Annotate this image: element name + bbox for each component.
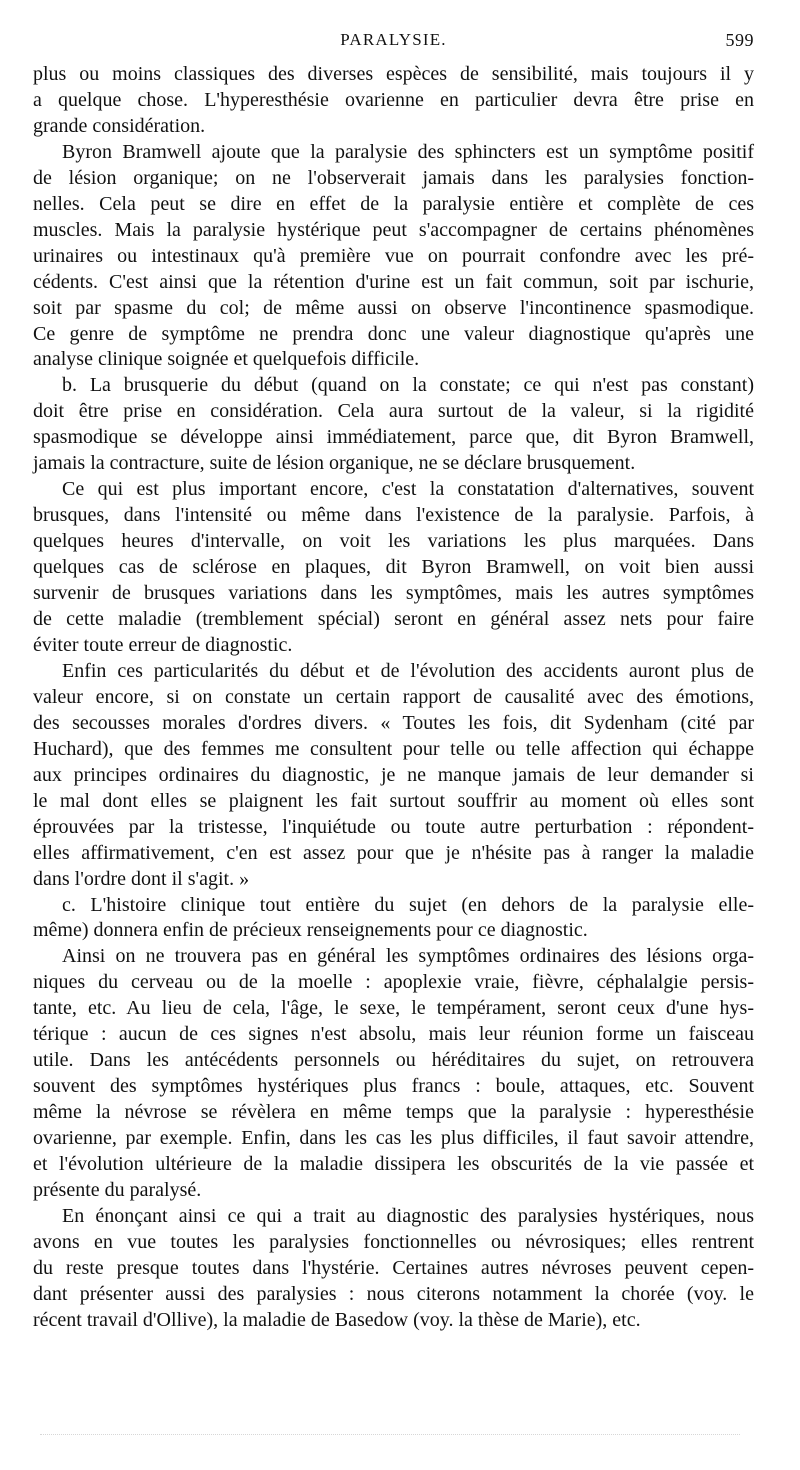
text-line: elles affirmativement, c'en est assez pour que je n'hésite pas à ranger la maladie [33, 841, 754, 864]
text-line: b. La brusquerie du début (quand on la constate; ce qui n'est pas constant) [62, 374, 754, 397]
text-line: dans l'ordre dont il s'agit. » [33, 867, 250, 890]
text-line: survenir de brusques variations dans les symptômes, mais les autres symptômes [33, 582, 754, 605]
paragraph [33, 373, 754, 477]
text-line: aux principes ordinaires du diagnostic, je ne manque jamais de leur demander si [33, 763, 754, 786]
text-line: térique : aucun de ces signes n'est absolu, mais leur réunion forme un faisceau [33, 1023, 754, 1046]
paragraph [33, 477, 754, 659]
paragraph [33, 62, 754, 140]
text-line: spasmodique se développe ainsi immédiatement, parce que, dit Byron Bramwell, [33, 426, 754, 449]
text-line: tante, etc. Au lieu de cela, l'âge, le sexe, le tempérament, seront ceux d'une hys- [33, 997, 754, 1020]
text-line: jamais la contracture, suite de lésion organique, ne se déclare brusquement. [33, 452, 636, 475]
text-line: c. L'histoire clinique tout entière du sujet (en dehors de la paralysie elle- [62, 893, 754, 916]
page-number: 599 [725, 30, 754, 50]
text-line: Byron Bramwell ajoute que la paralysie des sphincters est un symptôme positif [62, 140, 754, 163]
text-line: a quelque chose. L'hyperesthésie ovarienne en particulier devra être prise en [33, 88, 754, 111]
text-line: quelques cas de sclérose en plaques, dit Byron Bramwell, on voit bien aussi [33, 556, 754, 579]
text-line: muscles. Mais la paralysie hystérique peut s'accompagner de certains phénomènes [33, 218, 754, 241]
text-line: souvent des symptômes hystériques plus francs : boule, attaques, etc. Souvent [33, 1075, 754, 1098]
text-line: des secousses morales d'ordres divers. « Toutes les fois, dit Sydenham (cité par [33, 711, 754, 734]
text-line: Ce qui est plus important encore, c'est la constatation d'alternatives, souvent [62, 478, 754, 501]
paragraph [33, 944, 754, 1204]
text-line: Ainsi on ne trouvera pas en général les symptômes ordinaires des lésions orga- [62, 945, 754, 968]
running-head [33, 30, 754, 56]
running-head-title: PARALYSIE. [340, 30, 447, 49]
text-line: Enfin ces particularités du début et de l'évolution des accidents auront plus de [62, 659, 754, 682]
text-line: quelques heures d'intervalle, on voit les variations les plus marquées. Dans [33, 530, 754, 553]
text-line: doit être prise en considération. Cela aura surtout de la valeur, si la rigidité [33, 400, 754, 423]
text-line: avons en vue toutes les paralysies fonctionnelles ou névrosiques; elles rentrent [33, 1230, 754, 1253]
text-line: urinaires ou intestinaux qu'à première vue on pourrait confondre avec les pré- [33, 244, 754, 267]
text-line: cédents. C'est ainsi que la rétention d'urine est un fait commun, soit par ischurie, [33, 270, 754, 293]
text-line: récent travail d'Ollive), la maladie de Basedow (voy. la thèse de Marie), etc. [33, 1308, 641, 1331]
text-line: de cette maladie (tremblement spécial) seront en général assez nets pour faire [33, 608, 754, 631]
text-line: grande considération. [33, 114, 206, 137]
text-line: ovarienne, par exemple. Enfin, dans les cas les plus difficiles, il faut savoir attendre, [33, 1127, 754, 1150]
text-line: le mal dont elles se plaignent les fait surtout souffrir au moment où elles sont [33, 789, 754, 812]
text-line: dant présenter aussi des paralysies : nous citerons notamment la chorée (voy. le [33, 1282, 754, 1305]
text-line: du reste presque toutes dans l'hystérie. Certaines autres névroses peuvent cepen- [33, 1256, 754, 1279]
text-line: Huchard), que des femmes me consultent pour telle ou telle affection qui échappe [33, 737, 754, 760]
paragraph [33, 659, 754, 893]
footer-rule [40, 1434, 740, 1438]
text-line: brusques, dans l'intensité ou même dans l'existence de la paralysie. Parfois, à [33, 504, 754, 527]
text-line: éviter toute erreur de diagnostic. [33, 633, 293, 656]
text-line: valeur encore, si on constate un certain rapport de causalité avec des émotions, [33, 685, 754, 708]
text-line: présente du paralysé. [33, 1178, 202, 1201]
paragraph [33, 1204, 754, 1334]
text-line: niques du cerveau ou de la moelle : apoplexie vraie, fièvre, céphalalgie persis- [33, 971, 754, 994]
text-line: même) donnera enfin de précieux renseignements pour ce diagnostic. [33, 919, 588, 942]
text-line: nelles. Cela peut se dire en effet de la paralysie entière et complète de ces [33, 192, 754, 215]
text-line: utile. Dans les antécédents personnels ou héréditaires du sujet, on retrouvera [33, 1049, 754, 1072]
text-line: analyse clinique soignée et quelquefois difficile. [33, 348, 420, 371]
body-text [33, 62, 754, 1334]
text-line: Ce genre de symptôme ne prendra donc une valeur diagnostique qu'après une [33, 322, 754, 345]
text-line: plus ou moins classiques des diverses espèces de sensibilité, mais toujours il y [33, 63, 754, 85]
paragraph [33, 893, 754, 945]
text-line: même la névrose se révèlera en même temps que la paralysie : hyperesthésie [33, 1101, 754, 1124]
text-line: En énonçant ainsi ce qui a trait au diagnostic des paralysies hystériques, nous [62, 1204, 754, 1227]
text-line: éprouvées par la tristesse, l'inquiétude ou toute autre perturbation : répondent- [33, 815, 754, 838]
text-line: soit par spasme du col; de même aussi on observe l'incontinence spasmodique. [33, 296, 754, 319]
text-line: de lésion organique; on ne l'observerait jamais dans les paralysies fonction- [33, 166, 754, 189]
text-line: et l'évolution ultérieure de la maladie dissipera les obscurités de la vie passée et [33, 1153, 754, 1176]
paragraph [33, 140, 754, 374]
